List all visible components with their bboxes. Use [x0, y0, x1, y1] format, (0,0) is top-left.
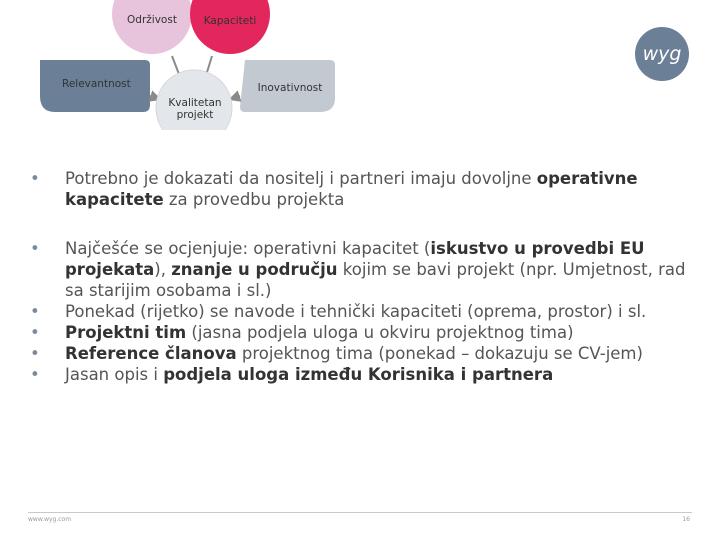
bullet-item: • Reference članova projektnog tima (ponekad – dokazuju se CV-jem) — [30, 344, 643, 363]
odrzivost-label: Održivost — [127, 14, 177, 26]
bullet-dot: • — [30, 323, 40, 342]
footer-website: www.wyg.com — [28, 516, 72, 523]
bullet-dot: • — [30, 344, 40, 363]
bullet-dot: • — [30, 365, 40, 384]
odrzivost-node — [112, 0, 192, 54]
kapaciteti-node — [190, 0, 270, 54]
bullet-item: • Ponekad (rijetko) se navode i tehnički kapaciteti (oprema, prostor) i sl. — [30, 302, 647, 321]
wyg-logo-text: wyg — [642, 43, 682, 65]
page-number: 16 — [682, 516, 690, 523]
wyg-logo-icon — [634, 26, 690, 82]
inovativnost-label: Inovativnost — [257, 82, 323, 94]
center-label — [160, 97, 230, 121]
arrow-relevantnost — [150, 96, 156, 98]
arrow-inovativnost — [234, 96, 240, 98]
bullet-dot: • — [30, 239, 40, 258]
center-label-line2: projekt — [176, 109, 214, 121]
bullet-dot: • — [30, 302, 40, 321]
bullet-item: • Jasan opis i podjela uloga između Korisnika i partnera — [30, 365, 554, 384]
bullet-item: • Potrebno je dokazati da nositelj i partneri imaju dovoljne operativne kapacitete za provedbu projekta — [30, 169, 638, 209]
center-label-line1: Kvalitetan — [168, 97, 222, 109]
footer-divider — [28, 512, 692, 513]
bullet-dot: • — [30, 169, 40, 188]
relevantnost-label: Relevantnost — [62, 78, 131, 90]
kapaciteti-label: Kapaciteti — [203, 15, 257, 27]
bullet-item: • Najčešće se ocjenjuje: operativni kapacitet (iskustvo u provedbi EU projekata), znanje u području kojim se bavi projekt (npr. Umjetnost, rad sa starijim osobama i sl.) — [30, 239, 686, 300]
quality-project-diagram — [0, 0, 340, 130]
bullet-list — [30, 168, 700, 385]
wyg-logo — [634, 26, 690, 82]
bullet-item: • Projektni tim (jasna podjela uloga u okviru projektnog tima) — [30, 323, 574, 342]
